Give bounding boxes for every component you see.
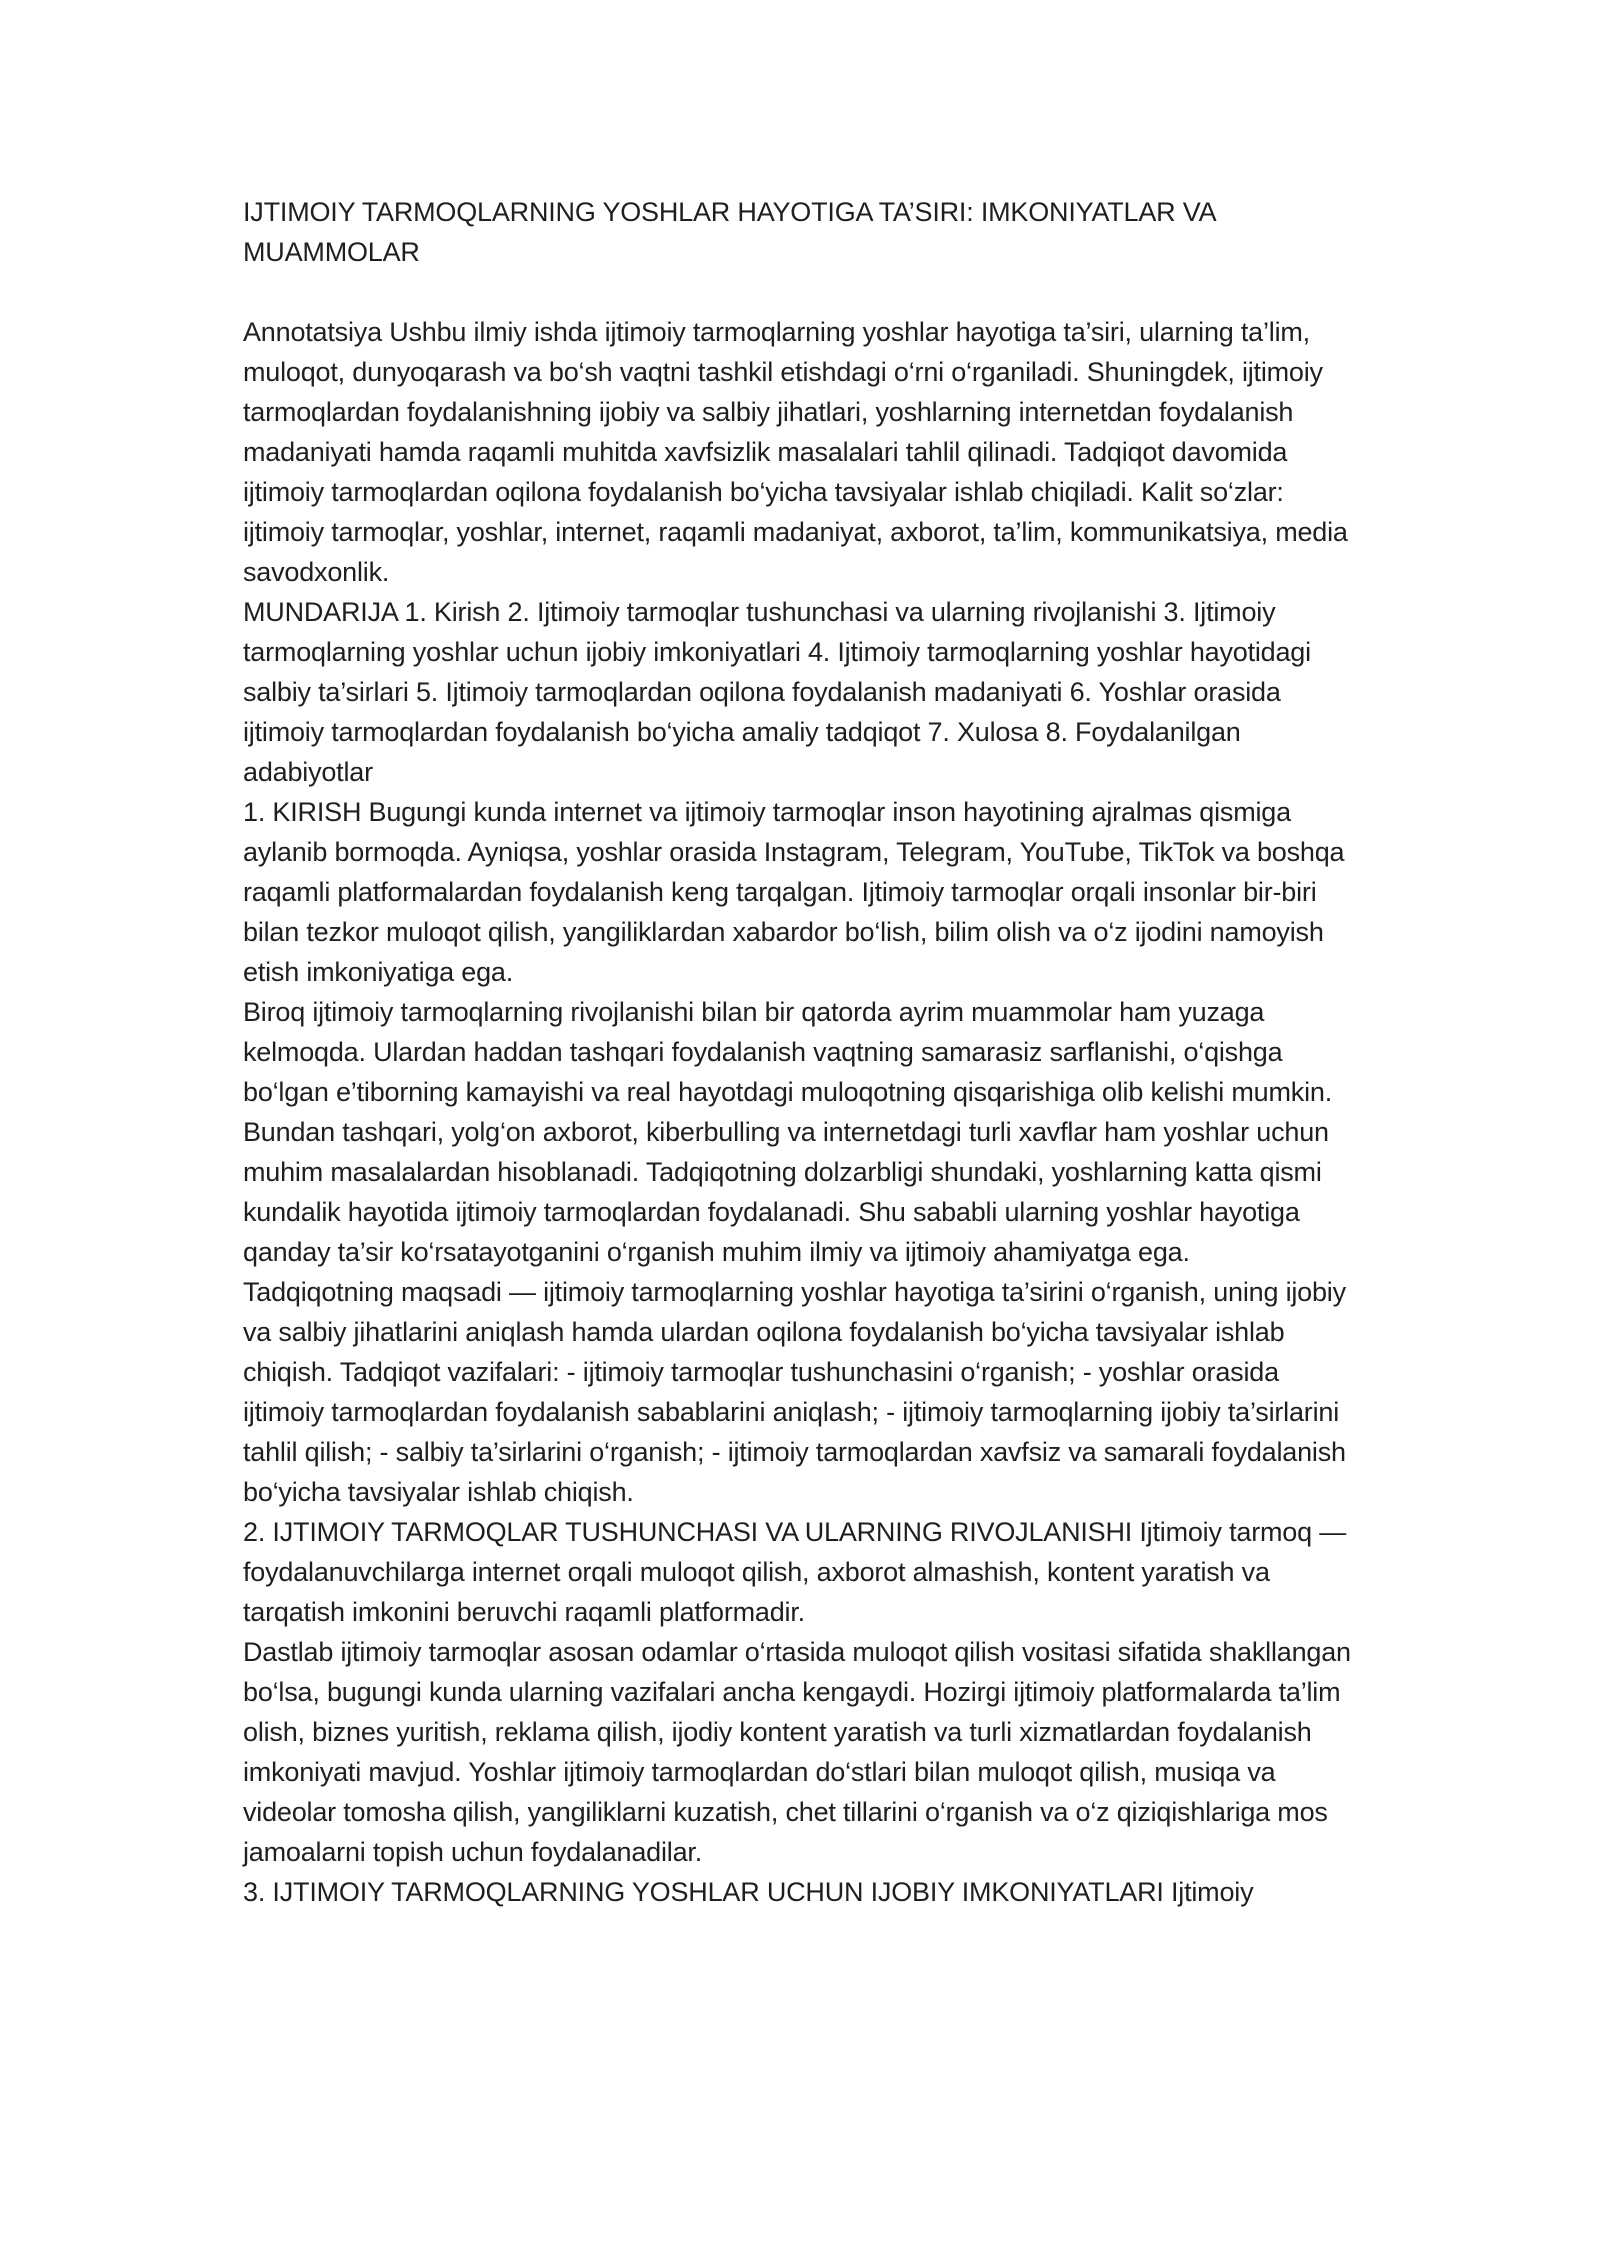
problems-paragraph: Biroq ijtimoiy tarmoqlarning rivojlanishi bilan bir qatorda ayrim muammolar ham yuzaga kelmoqda. Ulardan haddan tashqari foydalanish vaqtning samarasiz sarflanishi, o‘qishga bo‘lgan e’tiborning kamayishi va real hayotdagi muloqotning qisqarishiga olib kelishi mumkin. Bundan tashqari, yolg‘on axborot, kiberbulling va internetdagi turli xavflar ham yoshlar uchun muhim masalalardan hisoblanadi. Tadqiqotning dolzarbligi shundaki, yoshlarning katta qismi kundalik hayotida ijtimoiy tarmoqlardan foydalanadi. Shu sababli ularning yoshlar hayotiga qanday ta’sir ko‘rsatayotganini o‘rganish muhim ilmiy va ijtimoiy ahamiyatga ega. — [243, 997, 1333, 1267]
section-3-heading: 3. IJTIMOIY TARMOQLARNING YOSHLAR UCHUN IJOBIY IMKONIYATLARI Ijtimoiy — [243, 1877, 1254, 1907]
goals-paragraph: Tadqiqotning maqsadi — ijtimoiy tarmoqlarning yoshlar hayotiga ta’sirini o‘rganish, uning ijobiy va salbiy jihatlarini aniqlash hamda ulardan oqilona foydalanish bo‘yicha tavsiyalar ishlab chiqish. Tadqiqot vazifalari: - ijtimoiy tarmoqlar tushunchasini o‘rganish; - yoshlar orasida ijtimoiy tarmoqlardan foydalanish sabablarini aniqlash; - ijtimoiy tarmoqlarning ijobiy ta’sirlarini tahlil qilish; - salbiy ta’sirlarini o‘rganish; - ijtimoiy tarmoqlardan xavfsiz va samarali foydalanish bo‘yicha tavsiyalar ishlab chiqish. — [243, 1277, 1346, 1507]
development-paragraph: Dastlab ijtimoiy tarmoqlar asosan odamlar o‘rtasida muloqot qilish vositasi sifatida shakllangan bo‘lsa, bugungi kunda ularning vazifalari ancha kengaydi. Hozirgi ijtimoiy platformalarda ta’lim olish, biznes yuritish, reklama qilish, ijodiy kontent yaratish va turli xizmatlardan foydalanish imkoniyati mavjud. Yoshlar ijtimoiy tarmoqlardan do‘stlari bilan muloqot qilish, musiqa va videolar tomosha qilish, yangiliklarni kuzatish, chet tillarini o‘rganish va o‘z qiziqishlariga mos jamoalarni topish uchun foydalanadilar. — [243, 1637, 1351, 1867]
annotation-paragraph: Annotatsiya Ushbu ilmiy ishda ijtimoiy tarmoqlarning yoshlar hayotiga ta’siri, ularning ta’lim, muloqot, dunyoqarash va bo‘sh vaqtni tashkil etishdagi o‘rni o‘rganiladi. Shuningdek, ijtimoiy tarmoqlardan foydalanishning ijobiy va salbiy jihatlari, yoshlarning internetdan foydalanish madaniyati hamda raqamli muhitda xavfsizlik masalalari tahlil qilinadi. Tadqiqot davomida ijtimoiy tarmoqlardan oqilona foydalanish bo‘yicha tavsiyalar ishlab chiqiladi. Kalit so‘zlar: ijtimoiy tarmoqlar, yoshlar, internet, raqamli madaniyat, axborot, ta’lim, kommunikatsiya, media savodxonlik. — [243, 317, 1348, 587]
introduction-paragraph: 1. KIRISH Bugungi kunda internet va ijtimoiy tarmoqlar inson hayotining ajralmas qismiga aylanib bormoqda. Ayniqsa, yoshlar orasida Instagram, Telegram, YouTube, TikTok va boshqa raqamli platformalardan foydalanish keng tarqalgan. Ijtimoiy tarmoqlar orqali insonlar bir-biri bilan tezkor muloqot qilish, yangiliklardan xabardor bo‘lish, bilim olish va o‘z ijodini namoyish etish imkoniyatiga ega. — [243, 797, 1345, 987]
table-of-contents-paragraph: MUNDARIJA 1. Kirish 2. Ijtimoiy tarmoqlar tushunchasi va ularning rivojlanishi 3. Ijtimoiy tarmoqlarning yoshlar uchun ijobiy imkoniyatlari 4. Ijtimoiy tarmoqlarning yoshlar hayotidagi salbiy ta’sirlari 5. Ijtimoiy tarmoqlardan oqilona foydalanish madaniyati 6. Yoshlar orasida ijtimoiy tarmoqlardan foydalanish bo‘yicha amaliy tadqiqot 7. Xulosa 8. Foydalanilgan adabiyotlar — [243, 597, 1311, 787]
document-title: IJTIMOIY TARMOQLARNING YOSHLAR HAYOTIGA TA’SIRI: IMKONIYATLAR VA MUAMMOLAR — [243, 197, 1215, 267]
document-body — [243, 192, 1363, 1912]
section-2-paragraph: 2. IJTIMOIY TARMOQLAR TUSHUNCHASI VA ULARNING RIVOJLANISHI Ijtimoiy tarmoq — foydalanuvchilarga internet orqali muloqot qilish, axborot almashish, kontent yaratish va tarqatish imkonini beruvchi raqamli platformadir. — [243, 1517, 1347, 1627]
